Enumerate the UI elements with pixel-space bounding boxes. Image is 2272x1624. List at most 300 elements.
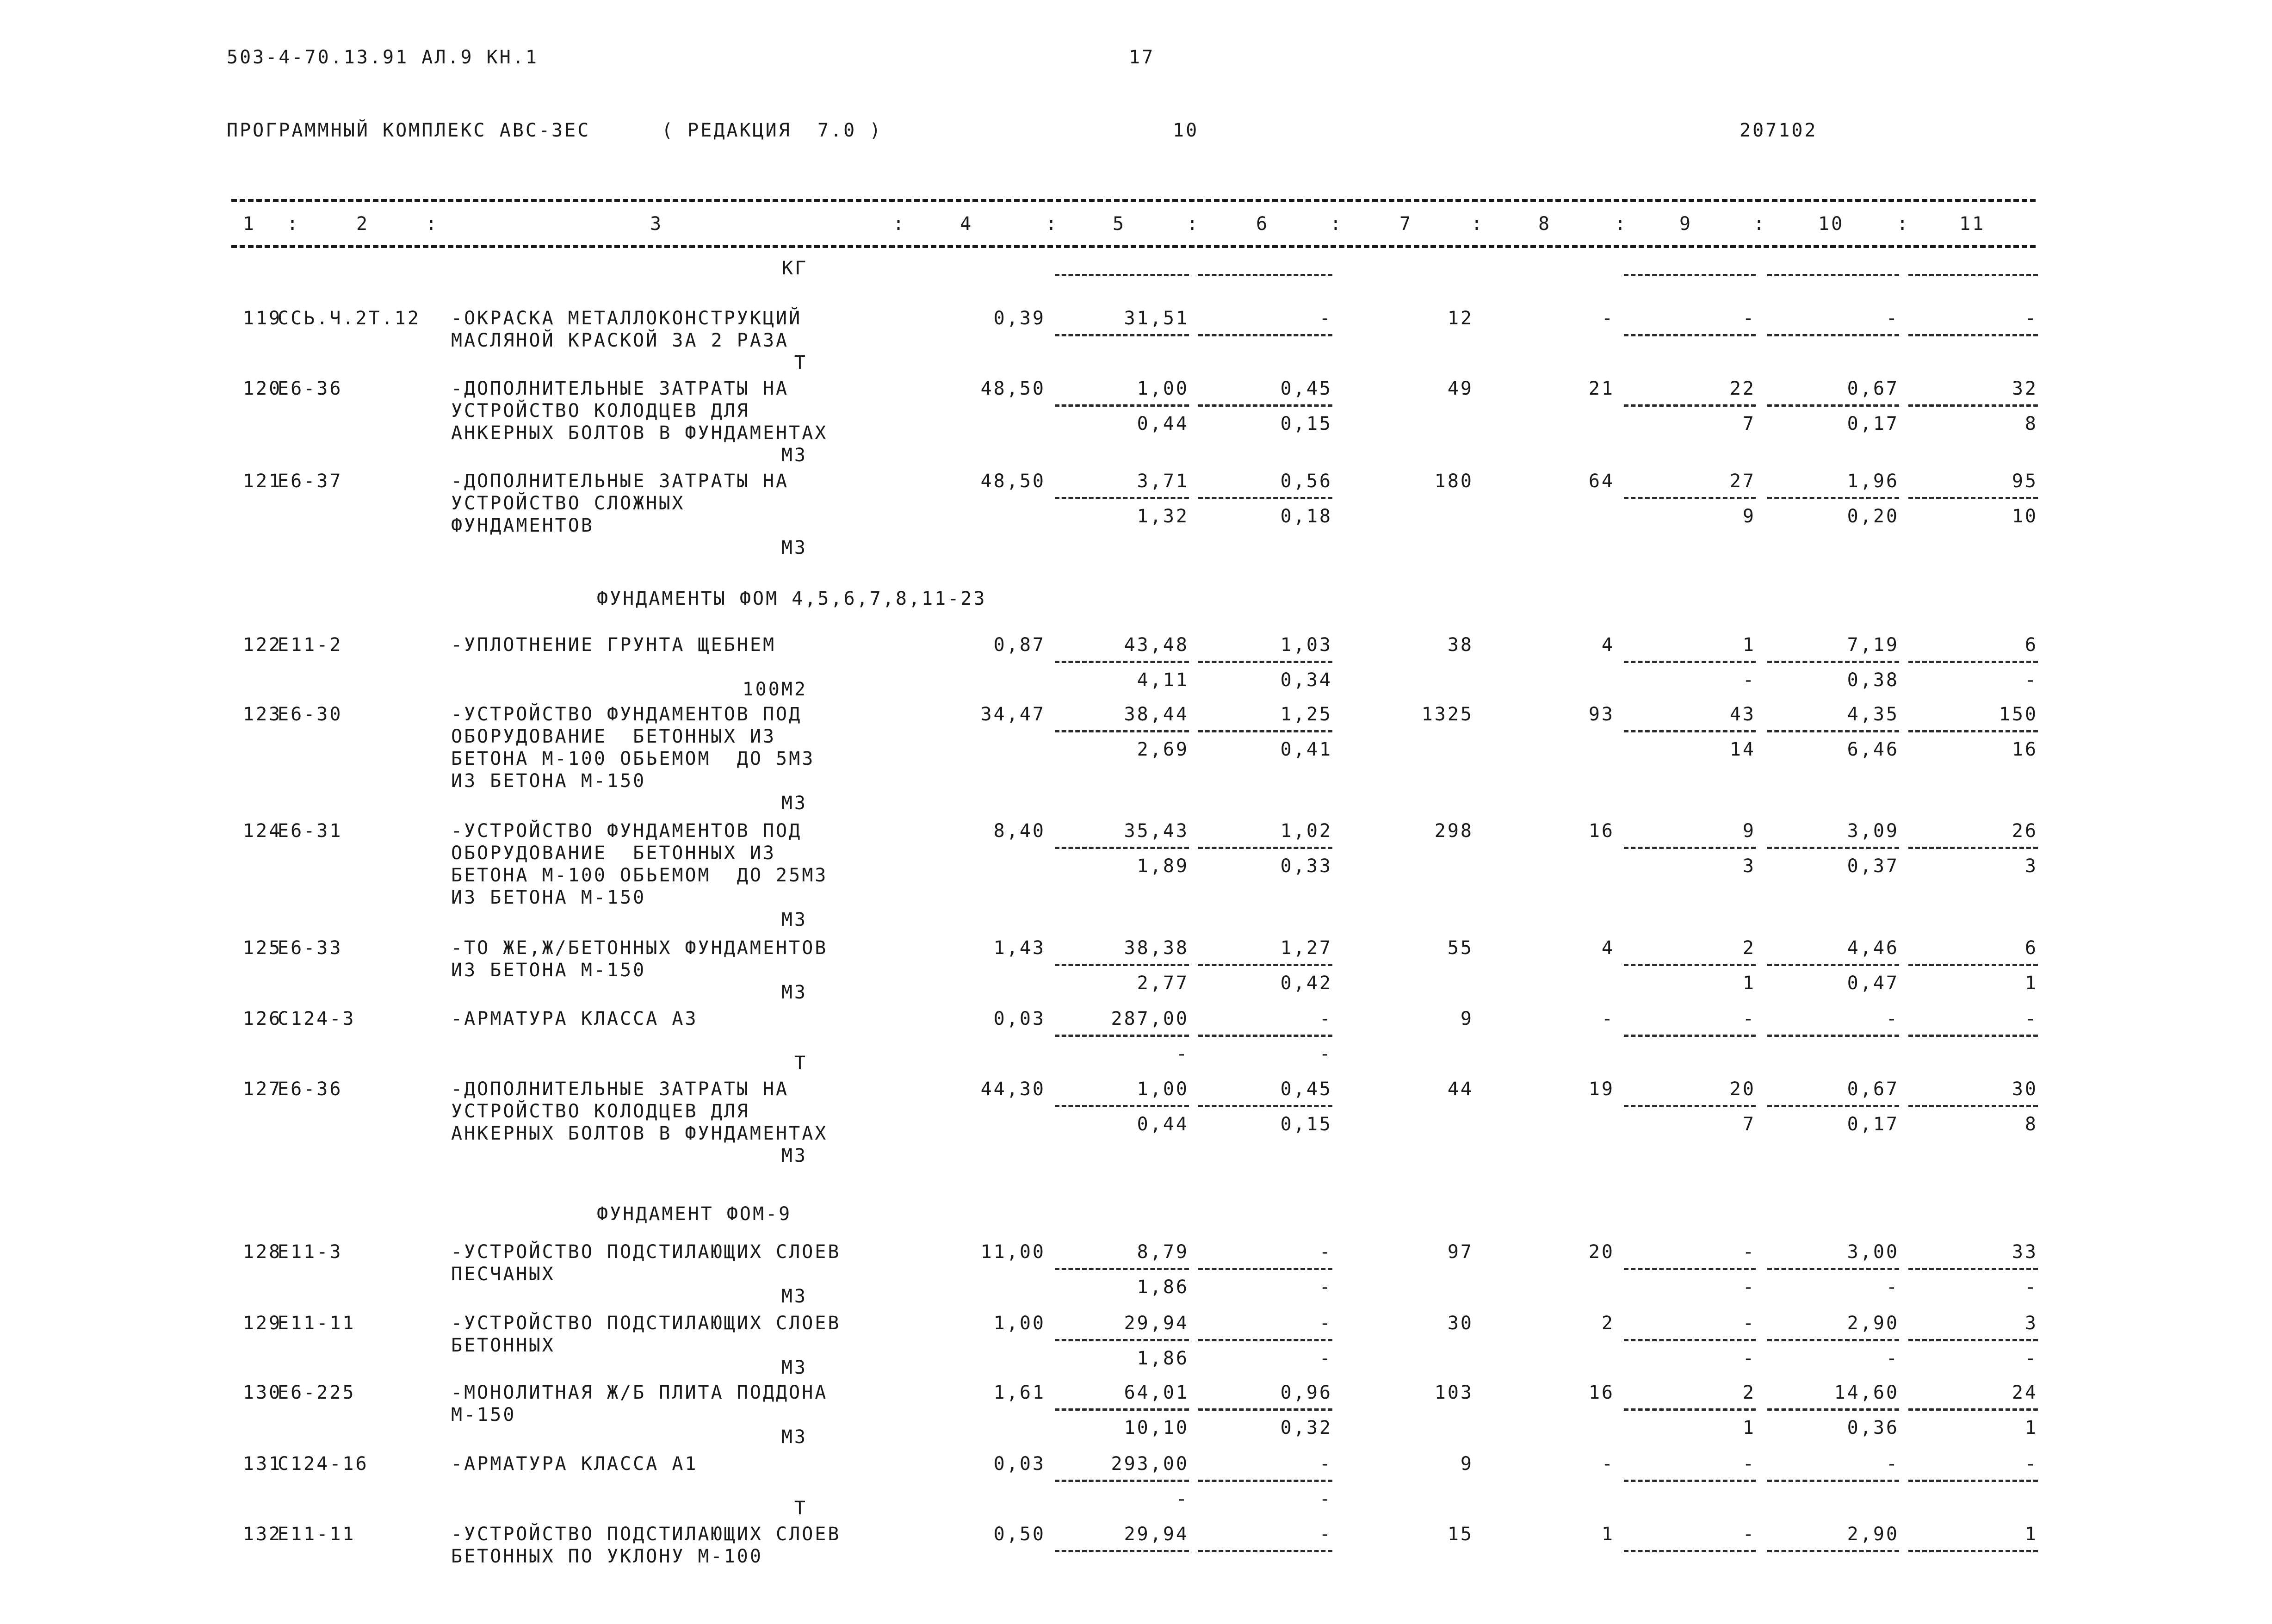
cell-divider — [1767, 1105, 1899, 1107]
value-c9-secondary: 7 — [1742, 413, 1756, 434]
rate-code: Е6-33 — [278, 937, 343, 959]
value-c11: 26 — [2012, 820, 2038, 842]
cell-divider — [1624, 274, 1756, 276]
value-c9: 1 — [1742, 634, 1756, 656]
cell-divider — [1624, 404, 1756, 407]
work-description: БЕТОННЫХ — [451, 1335, 555, 1356]
col-3: 3 — [650, 213, 663, 235]
value-c11: 150 — [1999, 704, 2038, 725]
cell-divider — [1767, 1339, 1899, 1341]
col-sep: : — [287, 213, 300, 235]
value-c8: 16 — [1588, 1382, 1615, 1403]
sheet-number: 10 — [1173, 120, 1199, 141]
col-10: 10 — [1818, 213, 1845, 235]
section-heading: ФУНДАМЕНТЫ ФОМ 4,5,6,7,8,11-23 — [597, 588, 987, 609]
value-c10-secondary: 0,47 — [1847, 973, 1899, 994]
value-c9: - — [1742, 1453, 1756, 1475]
unit-label: КГ — [782, 258, 808, 279]
value-c8: 19 — [1588, 1079, 1615, 1100]
value-c8: 20 — [1588, 1241, 1615, 1263]
value-c6: - — [1319, 1453, 1332, 1475]
work-description: -АРМАТУРА КЛАССА А3 — [451, 1008, 698, 1029]
cell-divider — [1055, 1105, 1189, 1107]
col-sep: : — [1046, 213, 1059, 235]
cell-divider — [1767, 274, 1899, 276]
value-c6: 0,96 — [1280, 1382, 1332, 1403]
col-6: 6 — [1256, 213, 1269, 235]
col-2: 2 — [356, 213, 370, 235]
value-c7: 9 — [1460, 1008, 1473, 1029]
value-c9: 22 — [1729, 378, 1756, 399]
value-c6: - — [1319, 1241, 1332, 1263]
work-description: М-150 — [451, 1404, 516, 1426]
value-c6-secondary: 0,32 — [1280, 1417, 1332, 1438]
col-5: 5 — [1113, 213, 1126, 235]
col-4: 4 — [960, 213, 973, 235]
cell-divider — [1767, 1035, 1899, 1037]
value-c5-secondary: 2,77 — [1137, 973, 1189, 994]
value-c6-secondary: - — [1319, 1277, 1332, 1298]
measure-unit: М3 — [781, 1357, 807, 1378]
cell-divider — [1198, 1550, 1332, 1552]
value-c8: 1 — [1601, 1524, 1615, 1545]
value-c9-secondary: - — [1742, 1348, 1756, 1369]
cell-divider — [1198, 1268, 1332, 1270]
cell-divider — [1055, 730, 1189, 732]
cell-divider — [1767, 404, 1899, 407]
value-c5-secondary: 1,86 — [1137, 1277, 1189, 1298]
cell-divider — [1908, 1408, 2038, 1411]
value-c9-secondary: 3 — [1742, 855, 1756, 877]
cell-divider — [1767, 1408, 1899, 1411]
row-number: 129 — [243, 1313, 282, 1334]
cell-divider — [1198, 661, 1332, 663]
value-c11-secondary: 8 — [2024, 413, 2038, 434]
col-sep: : — [426, 213, 439, 235]
value-c9-secondary: - — [1742, 669, 1756, 691]
value-c7: 55 — [1447, 937, 1473, 959]
col-sep: : — [893, 213, 906, 235]
value-c11: 1 — [2024, 1524, 2038, 1545]
rate-code: С124-16 — [278, 1453, 369, 1475]
work-description: -УСТРОЙСТВО ПОДСТИЛАЮЩИХ СЛОЕВ — [451, 1313, 841, 1334]
value-c8: 4 — [1601, 937, 1615, 959]
row-number: 131 — [243, 1453, 282, 1475]
cell-divider — [1055, 1480, 1189, 1482]
value-c4: 1,43 — [993, 937, 1046, 959]
value-c10-secondary: 0,20 — [1847, 506, 1899, 527]
value-c4: 34,47 — [980, 704, 1046, 725]
col-9: 9 — [1679, 213, 1693, 235]
work-description: -УСТРОЙСТВО ПОДСТИЛАЮЩИХ СЛОЕВ — [451, 1524, 841, 1545]
value-c4: 0,50 — [993, 1524, 1046, 1545]
value-c9: 20 — [1729, 1079, 1756, 1100]
cell-divider — [1767, 1480, 1899, 1482]
col-8: 8 — [1538, 213, 1552, 235]
cell-divider — [1624, 661, 1756, 663]
row-number: 126 — [243, 1008, 282, 1029]
row-number: 119 — [243, 308, 282, 329]
value-c5: 35,43 — [1124, 820, 1189, 842]
work-description: -ДОПОЛНИТЕЛЬНЫЕ ЗАТРАТЫ НА — [451, 1079, 789, 1100]
cell-divider — [1055, 404, 1189, 407]
value-c6: 0,45 — [1280, 378, 1332, 399]
cell-divider — [1624, 1550, 1756, 1552]
value-c9: - — [1742, 1008, 1756, 1029]
value-c10: 4,35 — [1847, 704, 1899, 725]
col-sep: : — [1897, 213, 1910, 235]
work-description: -УПЛОТНЕНИЕ ГРУНТА ЩЕБНЕМ — [451, 634, 776, 656]
value-c11: - — [2024, 1453, 2038, 1475]
program-title: ПРОГРАММНЫЙ КОМПЛЕКС АВС-3ЕС — [227, 120, 591, 141]
cell-divider — [1908, 964, 2038, 966]
cell-divider — [1767, 847, 1899, 849]
value-c10-secondary: - — [1886, 1348, 1899, 1369]
value-c4: 8,40 — [993, 820, 1046, 842]
value-c9-secondary: 1 — [1742, 973, 1756, 994]
cell-divider — [1908, 1105, 2038, 1107]
measure-unit: М3 — [781, 1145, 807, 1166]
measure-unit: М3 — [781, 537, 807, 558]
cell-divider — [1908, 661, 2038, 663]
cell-divider — [1767, 730, 1899, 732]
cell-divider — [1908, 404, 2038, 407]
cell-divider — [1198, 847, 1332, 849]
measure-unit: М3 — [781, 1286, 807, 1307]
cell-divider — [1624, 1339, 1756, 1341]
col-11: 11 — [1959, 213, 1986, 235]
value-c4: 1,00 — [993, 1313, 1046, 1334]
cell-divider — [1055, 497, 1189, 499]
rate-code: Е6-36 — [278, 378, 343, 399]
cell-divider — [1908, 274, 2038, 276]
value-c5: 38,44 — [1124, 704, 1189, 725]
value-c10: 4,46 — [1847, 937, 1899, 959]
value-c6-secondary: 0,15 — [1280, 413, 1332, 434]
value-c9-secondary: 9 — [1742, 506, 1756, 527]
value-c5: 8,79 — [1137, 1241, 1189, 1263]
value-c7: 97 — [1447, 1241, 1473, 1263]
value-c5: 43,48 — [1124, 634, 1189, 656]
cell-divider — [1198, 1480, 1332, 1482]
value-c6-secondary: - — [1319, 1488, 1332, 1510]
value-c5: 29,94 — [1124, 1524, 1189, 1545]
value-c10-secondary: 0,17 — [1847, 1114, 1899, 1135]
rate-code: ССЬ.Ч.2Т.12 — [278, 308, 421, 329]
cell-divider — [1198, 404, 1332, 407]
cell-divider — [1624, 1105, 1756, 1107]
value-c11-secondary: 16 — [2012, 739, 2038, 760]
value-c6-secondary: - — [1319, 1348, 1332, 1369]
value-c11: 24 — [2012, 1382, 2038, 1403]
value-c7: 180 — [1434, 471, 1473, 492]
rate-code: Е11-11 — [278, 1524, 356, 1545]
value-c10: 3,09 — [1847, 820, 1899, 842]
value-c6: 0,56 — [1280, 471, 1332, 492]
value-c11: - — [2024, 308, 2038, 329]
value-c5: 287,00 — [1111, 1008, 1189, 1029]
cell-divider — [1908, 1035, 2038, 1037]
work-description: ИЗ БЕТОНА М-150 — [451, 960, 646, 981]
value-c10: - — [1886, 308, 1899, 329]
value-c9: - — [1742, 308, 1756, 329]
document-code: 503-4-70.13.91 АЛ.9 КН.1 — [227, 47, 539, 68]
value-c5: 31,51 — [1124, 308, 1189, 329]
value-c7: 298 — [1434, 820, 1473, 842]
work-description: МАСЛЯНОЙ КРАСКОЙ ЗА 2 РАЗА — [451, 330, 789, 351]
value-c5-secondary: 2,69 — [1137, 739, 1189, 760]
value-c5-secondary: 0,44 — [1137, 1114, 1189, 1135]
value-c6: - — [1319, 308, 1332, 329]
cell-divider — [1908, 1268, 2038, 1270]
cell-divider — [1624, 334, 1756, 336]
value-c10: - — [1886, 1453, 1899, 1475]
rate-code: Е6-225 — [278, 1382, 356, 1403]
work-description: БЕТОНА М-100 ОБЬЕМОМ ДО 5М3 — [451, 748, 815, 769]
cell-divider — [1624, 964, 1756, 966]
value-c9: - — [1742, 1313, 1756, 1334]
value-c5-secondary: - — [1176, 1043, 1189, 1065]
value-c4: 0,39 — [993, 308, 1046, 329]
work-description: ФУНДАМЕНТОВ — [451, 515, 594, 536]
cell-divider — [1767, 964, 1899, 966]
value-c7: 15 — [1447, 1524, 1473, 1545]
value-c10-secondary: 0,38 — [1847, 669, 1899, 691]
value-c7: 44 — [1447, 1079, 1473, 1100]
work-description: АНКЕРНЫХ БОЛТОВ В ФУНДАМЕНТАХ — [451, 422, 828, 444]
value-c6-secondary: 0,42 — [1280, 973, 1332, 994]
value-c5-secondary: 4,11 — [1137, 669, 1189, 691]
col-sep: : — [1330, 213, 1343, 235]
cell-divider — [1055, 1339, 1189, 1341]
rate-code: Е6-31 — [278, 820, 343, 842]
work-description: -УСТРОЙСТВО ФУНДАМЕНТОВ ПОД — [451, 704, 802, 725]
value-c7: 49 — [1447, 378, 1473, 399]
value-c6: 0,45 — [1280, 1079, 1332, 1100]
value-c4: 48,50 — [980, 378, 1046, 399]
work-description: УСТРОЙСТВО СЛОЖНЫХ — [451, 493, 685, 514]
rate-code: Е6-30 — [278, 704, 343, 725]
cell-divider — [1055, 1550, 1189, 1552]
work-description: АНКЕРНЫХ БОЛТОВ В ФУНДАМЕНТАХ — [451, 1123, 828, 1144]
row-number: 124 — [243, 820, 282, 842]
value-c11: 33 — [2012, 1241, 2038, 1263]
value-c11: 30 — [2012, 1079, 2038, 1100]
value-c10: 3,00 — [1847, 1241, 1899, 1263]
value-c6: 1,03 — [1280, 634, 1332, 656]
value-c4: 0,03 — [993, 1008, 1046, 1029]
value-c9: - — [1742, 1241, 1756, 1263]
cell-divider — [1908, 334, 2038, 336]
cell-divider — [1198, 964, 1332, 966]
value-c11: 95 — [2012, 471, 2038, 492]
value-c4: 44,30 — [980, 1079, 1046, 1100]
cell-divider — [1908, 730, 2038, 732]
value-c4: 1,61 — [993, 1382, 1046, 1403]
value-c8: 21 — [1588, 378, 1615, 399]
col-7: 7 — [1399, 213, 1413, 235]
row-number: 127 — [243, 1079, 282, 1100]
cell-divider — [1055, 334, 1189, 336]
cell-divider — [1624, 847, 1756, 849]
edition-label: ( РЕДАКЦИЯ 7.0 ) — [662, 120, 883, 141]
cell-divider — [1055, 1268, 1189, 1270]
rate-code: Е11-3 — [278, 1241, 343, 1263]
value-c7: 30 — [1447, 1313, 1473, 1334]
work-description: УСТРОЙСТВО КОЛОДЦЕВ ДЛЯ — [451, 400, 750, 421]
col-sep: : — [1187, 213, 1200, 235]
value-c11-secondary: - — [2024, 669, 2038, 691]
value-c9-secondary: - — [1742, 1277, 1756, 1298]
value-c8: 4 — [1601, 634, 1615, 656]
cell-divider — [1055, 847, 1189, 849]
cell-divider — [1767, 661, 1899, 663]
cell-divider — [1055, 1408, 1189, 1411]
cell-divider — [1767, 1268, 1899, 1270]
row-number: 121 — [243, 471, 282, 492]
value-c6: - — [1319, 1313, 1332, 1334]
value-c10: - — [1886, 1008, 1899, 1029]
measure-unit: М3 — [781, 982, 807, 1003]
row-number: 125 — [243, 937, 282, 959]
value-c10-secondary: 0,36 — [1847, 1417, 1899, 1438]
value-c5: 293,00 — [1111, 1453, 1189, 1475]
col-sep: : — [1471, 213, 1485, 235]
value-c10: 0,67 — [1847, 1079, 1899, 1100]
value-c4: 0,87 — [993, 634, 1046, 656]
value-c10-secondary: 6,46 — [1847, 739, 1899, 760]
cell-divider — [1198, 1339, 1332, 1341]
value-c10-secondary: 0,37 — [1847, 855, 1899, 877]
work-description: ИЗ БЕТОНА М-150 — [451, 887, 646, 908]
cell-divider — [1055, 1035, 1189, 1037]
value-c6-secondary: 0,33 — [1280, 855, 1332, 877]
value-c11-secondary: - — [2024, 1348, 2038, 1369]
value-c8: - — [1601, 1453, 1615, 1475]
work-description: -ОКРАСКА МЕТАЛЛОКОНСТРУКЦИЙ — [451, 308, 802, 329]
row-number: 128 — [243, 1241, 282, 1263]
value-c6: 1,27 — [1280, 937, 1332, 959]
cell-divider — [1198, 1408, 1332, 1411]
value-c6: - — [1319, 1008, 1332, 1029]
cell-divider — [1198, 334, 1332, 336]
value-c9-secondary: 1 — [1742, 1417, 1756, 1438]
value-c9: - — [1742, 1524, 1756, 1545]
rate-code: Е6-36 — [278, 1079, 343, 1100]
work-description: ОБОРУДОВАНИЕ БЕТОННЫХ ИЗ — [451, 726, 776, 747]
value-c11: 6 — [2024, 937, 2038, 959]
cell-divider — [1908, 1339, 2038, 1341]
row-number: 122 — [243, 634, 282, 656]
value-c9: 27 — [1729, 471, 1756, 492]
value-c7: 1325 — [1421, 704, 1473, 725]
cell-divider — [1624, 1480, 1756, 1482]
value-c11-secondary: 3 — [2024, 855, 2038, 877]
measure-unit: 100М2 — [742, 679, 807, 700]
rate-code: Е11-11 — [278, 1313, 356, 1334]
value-c4: 0,03 — [993, 1453, 1046, 1475]
cell-divider — [1055, 274, 1189, 276]
rate-code: Е6-37 — [278, 471, 343, 492]
cell-divider — [1908, 497, 2038, 499]
value-c5-secondary: 0,44 — [1137, 413, 1189, 434]
measure-unit: М3 — [781, 909, 807, 930]
value-c7: 38 — [1447, 634, 1473, 656]
value-c9-secondary: 14 — [1729, 739, 1756, 760]
value-c10: 2,90 — [1847, 1313, 1899, 1334]
work-description: -МОНОЛИТНАЯ Ж/Б ПЛИТА ПОДДОНА — [451, 1382, 828, 1403]
col-sep: : — [1753, 213, 1767, 235]
cell-divider — [1624, 730, 1756, 732]
work-description: -ТО ЖЕ,Ж/БЕТОННЫХ ФУНДАМЕНТОВ — [451, 937, 828, 959]
row-number: 123 — [243, 704, 282, 725]
row-number: 130 — [243, 1382, 282, 1403]
row-number: 132 — [243, 1524, 282, 1545]
work-description: ИЗ БЕТОНА М-150 — [451, 770, 646, 792]
value-c11: 3 — [2024, 1313, 2038, 1334]
value-c5: 64,01 — [1124, 1382, 1189, 1403]
row-number: 120 — [243, 378, 282, 399]
cell-divider — [1908, 1480, 2038, 1482]
value-c11: - — [2024, 1008, 2038, 1029]
measure-unit: М3 — [781, 1426, 807, 1448]
work-description: -ДОПОЛНИТЕЛЬНЫЕ ЗАТРАТЫ НА — [451, 378, 789, 399]
value-c6-secondary: 0,18 — [1280, 506, 1332, 527]
page-number: 17 — [1129, 47, 1155, 68]
cell-divider — [1624, 1268, 1756, 1270]
cell-divider — [1198, 1035, 1332, 1037]
value-c10: 0,67 — [1847, 378, 1899, 399]
value-c9-secondary: 7 — [1742, 1114, 1756, 1135]
work-description: -УСТРОЙСТВО ПОДСТИЛАЮЩИХ СЛОЕВ — [451, 1241, 841, 1263]
value-c5-secondary: 1,89 — [1137, 855, 1189, 877]
value-c11: 32 — [2012, 378, 2038, 399]
value-c5-secondary: - — [1176, 1488, 1189, 1510]
measure-unit: Т — [794, 1498, 807, 1519]
value-c10-secondary: - — [1886, 1277, 1899, 1298]
value-c9: 2 — [1742, 1382, 1756, 1403]
header-bottom-rule — [231, 245, 2036, 248]
value-c7: 9 — [1460, 1453, 1473, 1475]
measure-unit: М3 — [781, 445, 807, 466]
value-c11-secondary: 8 — [2024, 1114, 2038, 1135]
value-c10: 14,60 — [1834, 1382, 1899, 1403]
value-c6: 1,02 — [1280, 820, 1332, 842]
value-c5-secondary: 1,32 — [1137, 506, 1189, 527]
cell-divider — [1767, 334, 1899, 336]
measure-unit: М3 — [781, 793, 807, 814]
cell-divider — [1055, 661, 1189, 663]
work-description: ОБОРУДОВАНИЕ БЕТОННЫХ ИЗ — [451, 843, 776, 864]
value-c5: 29,94 — [1124, 1313, 1189, 1334]
cell-divider — [1624, 497, 1756, 499]
value-c6: 1,25 — [1280, 704, 1332, 725]
value-c4: 11,00 — [980, 1241, 1046, 1263]
value-c10-secondary: 0,17 — [1847, 413, 1899, 434]
value-c8: 64 — [1588, 471, 1615, 492]
document-number: 207102 — [1740, 120, 1818, 141]
value-c8: - — [1601, 308, 1615, 329]
value-c7: 12 — [1447, 308, 1473, 329]
value-c6: - — [1319, 1524, 1332, 1545]
work-description: ПЕСЧАНЫХ — [451, 1264, 555, 1285]
value-c8: 93 — [1588, 704, 1615, 725]
value-c11-secondary: 1 — [2024, 1417, 2038, 1438]
section-heading: ФУНДАМЕНТ ФОМ-9 — [597, 1203, 792, 1225]
value-c5: 3,71 — [1137, 471, 1189, 492]
value-c6-secondary: 0,34 — [1280, 669, 1332, 691]
col-sep: : — [1615, 213, 1628, 235]
